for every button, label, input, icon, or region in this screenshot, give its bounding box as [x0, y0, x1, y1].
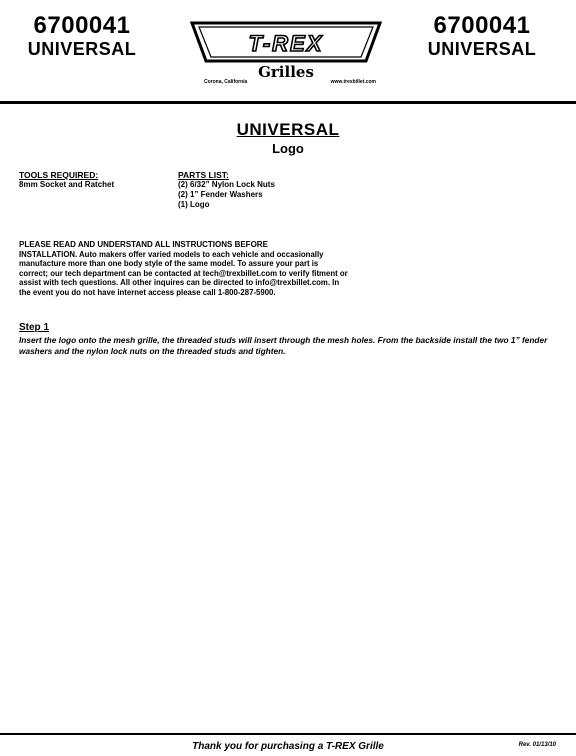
parts-item: (2) 6/32” Nylon Lock Nuts: [178, 180, 275, 189]
step-1-heading: Step 1: [19, 322, 50, 333]
tools-heading: TOOLS REQUIRED:: [19, 170, 99, 180]
revision-label: Rev. 01/13/10: [518, 742, 556, 748]
notice-line: INSTALLATION. Auto makers offer varied models to each vehicle and occasionally: [19, 249, 324, 259]
notice-line: the event you do not have internet access please call 1-800-287-5900.: [19, 287, 276, 297]
page-title: UNIVERSAL: [236, 120, 340, 139]
footer-thanks: Thank you for purchasing a T-REX Grille: [192, 741, 384, 752]
step-1-text: Insert the logo onto the mesh grille, the threaded studs will insert through the mesh holes. From the backside install the two 1” fender washers and the nylon lock nuts on the threaded studs and tighten.: [19, 335, 548, 356]
header-divider: [0, 101, 576, 104]
parts-list-section: [178, 170, 378, 210]
trex-logo: [186, 17, 386, 89]
logo-product-text: Grilles: [258, 63, 314, 79]
part-number-left: 6700041: [33, 12, 131, 39]
footer-divider: [0, 733, 576, 735]
logo-location: Corona, California: [204, 79, 248, 85]
logo-brand-text: T-REX: [248, 31, 324, 56]
notice-line: correct; our tech department can be contacted at tech@trexbillet.com to verify fitment or: [19, 268, 348, 278]
tools-required-section: [19, 170, 169, 190]
tools-item: 8mm Socket and Ratchet: [19, 180, 115, 189]
notice-lead: PLEASE READ AND UNDERSTAND ALL INSTRUCTIONS BEFORE: [19, 240, 268, 249]
parts-heading: PARTS LIST:: [178, 170, 229, 180]
part-subtitle-right: UNIVERSAL: [427, 39, 537, 59]
parts-item: (2) 1” Fender Washers: [178, 190, 263, 199]
instructions-notice: [19, 240, 419, 297]
part-number-right: 6700041: [433, 12, 531, 39]
part-subtitle-left: UNIVERSAL: [27, 39, 137, 59]
part-number-block-left: [12, 14, 152, 58]
part-number-block-right: [412, 14, 552, 58]
page-subtitle: Logo: [272, 141, 304, 156]
notice-line: assist with tech questions. All other inquires can be directed to info@trexbillet.com. In: [19, 278, 340, 287]
logo-website: www.trexbillet.com: [330, 79, 376, 85]
trex-logo-graphic: [186, 17, 386, 79]
parts-item: (1) Logo: [178, 200, 210, 209]
notice-line: manufacture more than one body style of the same model. To assure your part is: [19, 259, 319, 268]
